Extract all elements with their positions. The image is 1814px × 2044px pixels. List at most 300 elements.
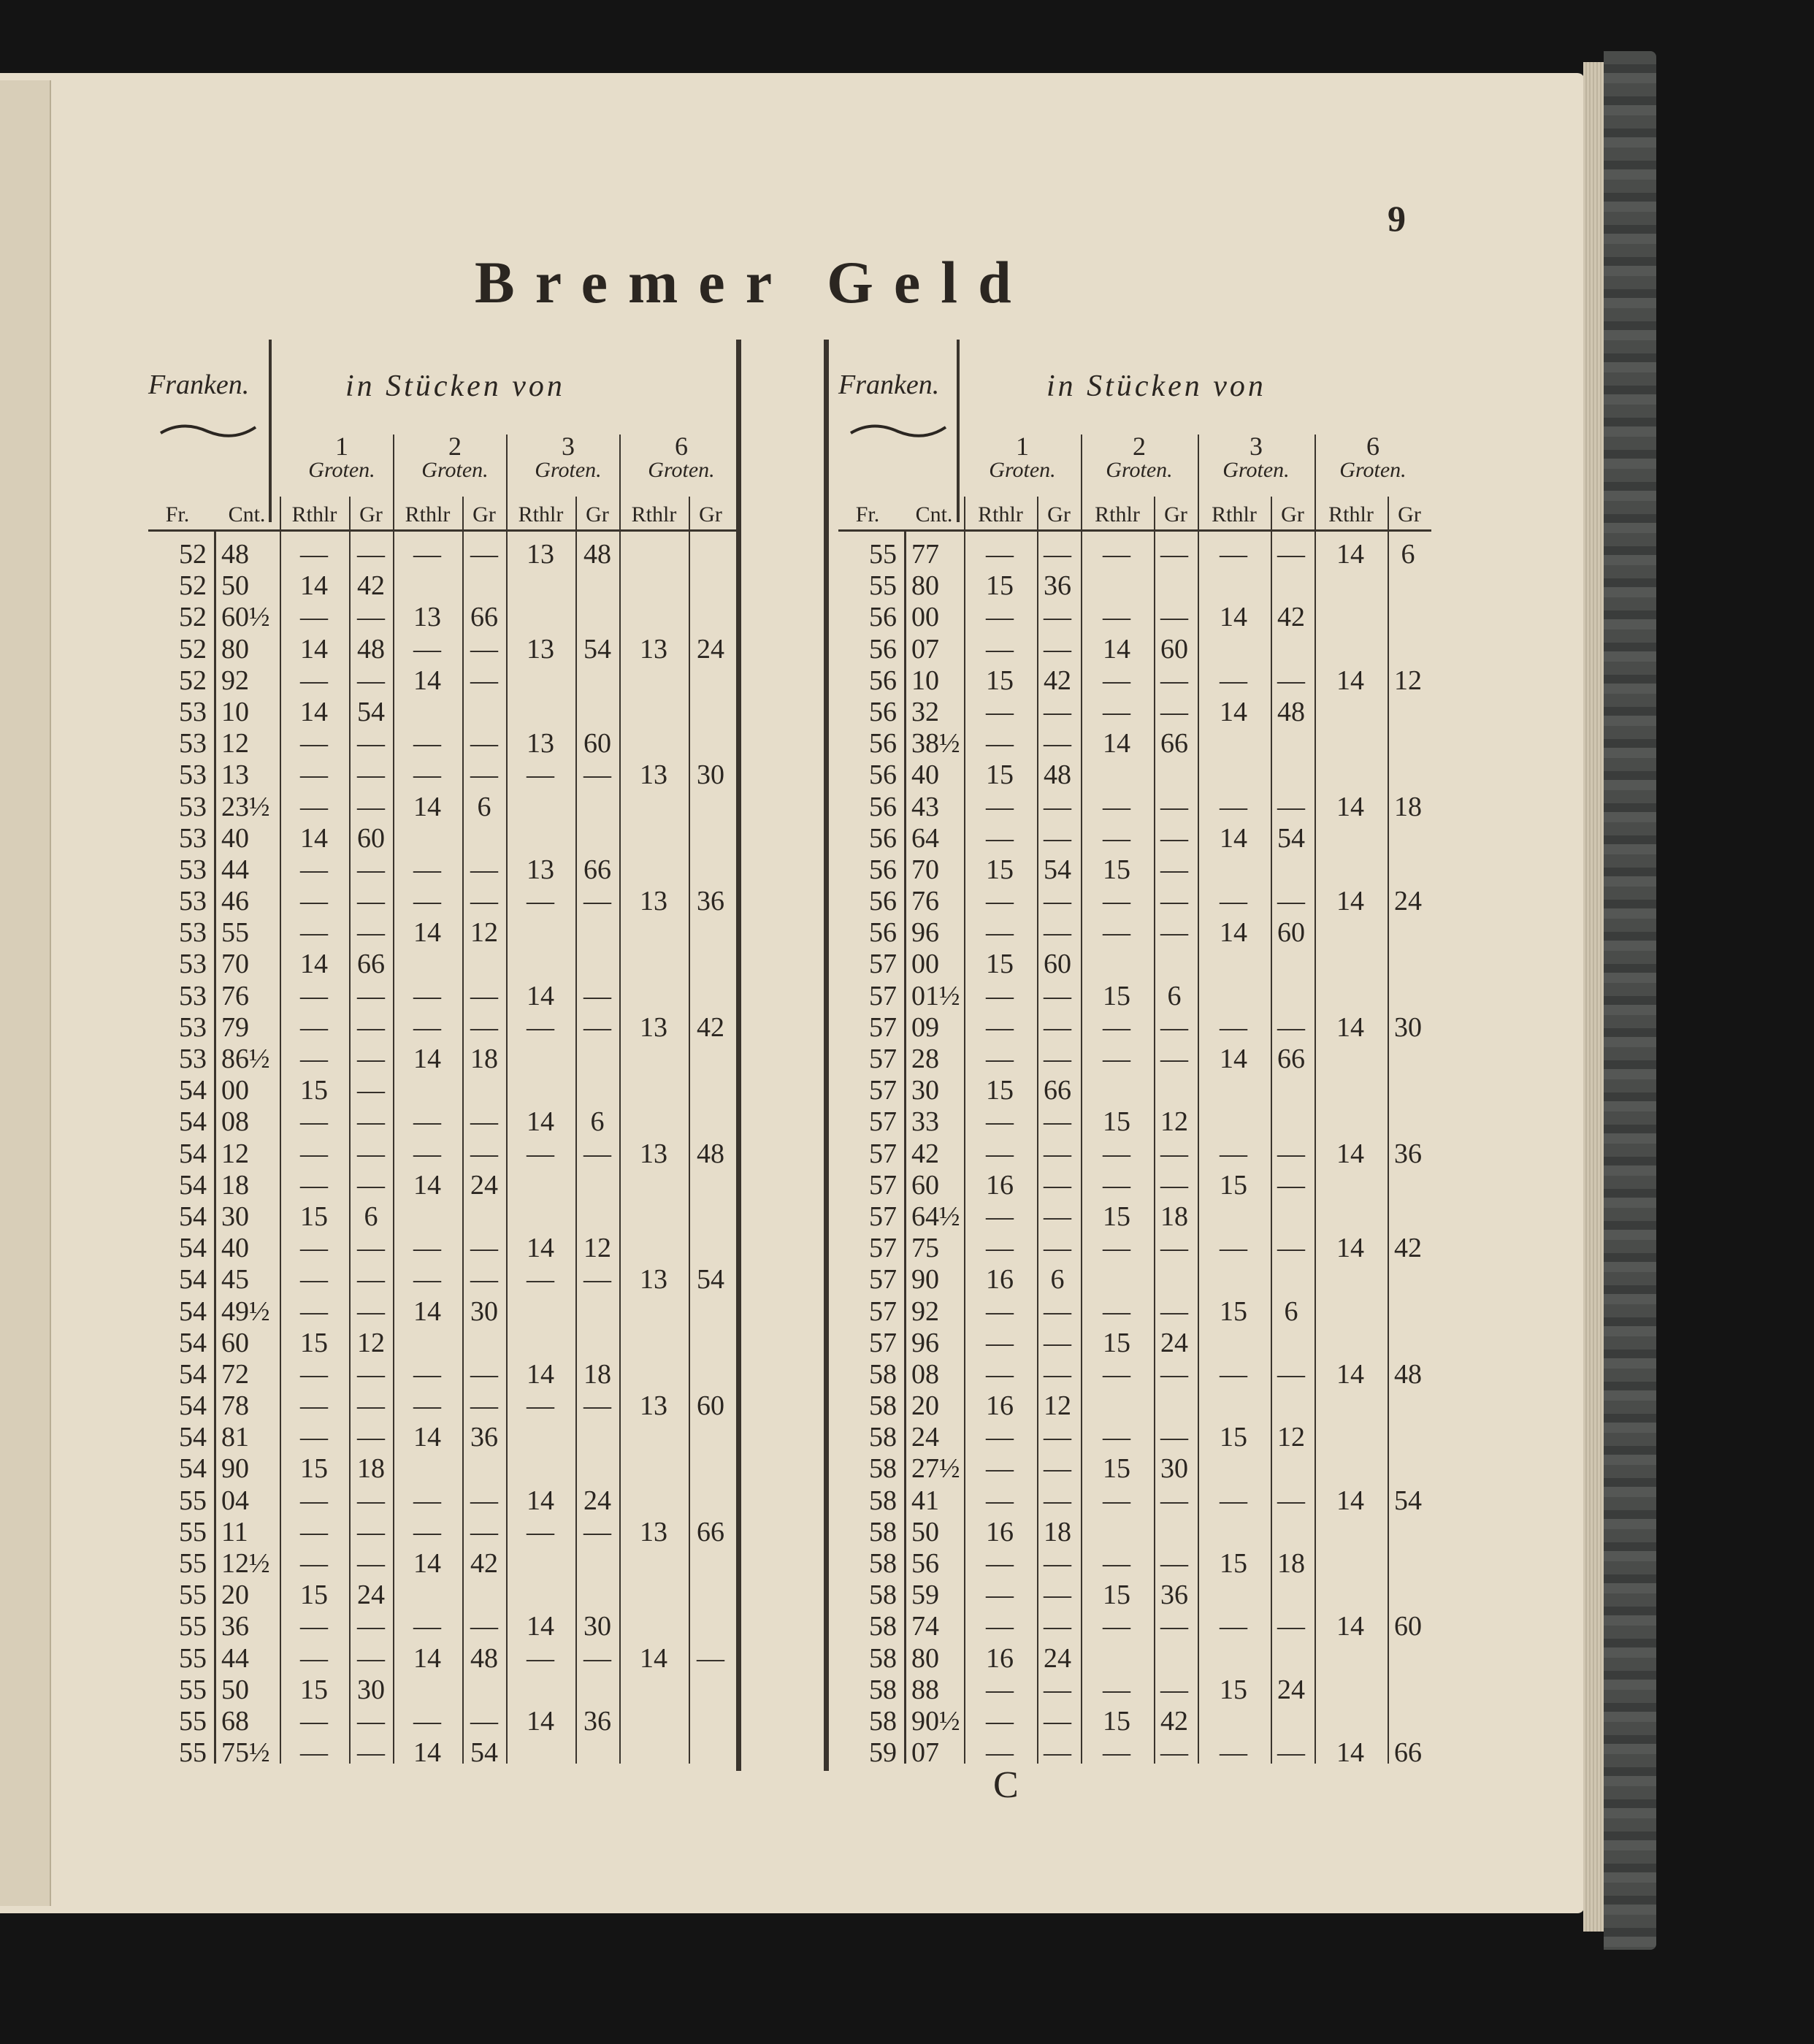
table-row	[148, 1513, 791, 1545]
centimes-value: 50	[911, 1516, 939, 1547]
table-row	[838, 724, 1481, 759]
rthlr-value: 14	[1103, 728, 1130, 759]
rthlr-value: —	[986, 1485, 1014, 1516]
groten-value: —	[470, 1358, 498, 1390]
centimes-value: 70	[911, 854, 939, 885]
rthlr-value: —	[300, 665, 328, 696]
franken-value: 56	[869, 822, 897, 854]
groten-value: 42	[1044, 665, 1071, 696]
franken-value: 58	[869, 1358, 897, 1390]
rthlr-value: 14	[1336, 791, 1364, 822]
rthlr-value: 15	[300, 1580, 328, 1611]
groten-value: —	[470, 1705, 498, 1737]
rthlr-value: —	[1103, 539, 1130, 570]
groten-value: —	[470, 1264, 498, 1295]
groten-value: —	[583, 1390, 611, 1422]
groten-value: 36	[1394, 1138, 1422, 1169]
rthlr-value: —	[300, 1011, 328, 1043]
rthlr-value: —	[986, 1044, 1014, 1074]
franken-value: 57	[869, 949, 897, 980]
groten-value: 60	[357, 822, 385, 854]
table-row	[148, 1450, 791, 1485]
groten-value: —	[1044, 1295, 1071, 1327]
left-table	[148, 332, 791, 1769]
centimes-value: 96	[911, 1327, 939, 1358]
rthlr-value: 15	[300, 1674, 328, 1705]
franken-value: 58	[869, 1580, 897, 1611]
rthlr-value: —	[1103, 1485, 1130, 1516]
centimes-value: 12	[221, 728, 249, 759]
rthlr-value: —	[1103, 1138, 1130, 1169]
rthlr-value: —	[986, 1453, 1014, 1485]
franken-value: 57	[869, 1327, 897, 1358]
rthlr-value: —	[300, 602, 328, 633]
franken-value: 53	[179, 1011, 207, 1043]
groten-value: 48	[357, 633, 385, 665]
rthlr-value: 14	[527, 980, 554, 1011]
centimes-value: 90	[221, 1453, 249, 1485]
rthlr-header: Rthlr	[631, 502, 677, 527]
rthlr-value: 14	[1220, 1044, 1247, 1074]
table-row	[838, 662, 1481, 696]
table-row	[148, 1702, 791, 1737]
rthlr-value: —	[1220, 1138, 1247, 1169]
groten-value: —	[1044, 633, 1071, 665]
rthlr-value: 13	[527, 854, 554, 885]
centimes-value: 50	[221, 1674, 249, 1705]
rthlr-value: 14	[300, 633, 328, 665]
groten-value: —	[470, 633, 498, 665]
franken-value: 52	[179, 570, 207, 602]
brace-ornament	[157, 418, 259, 440]
table-row	[838, 1166, 1481, 1201]
franken-value: 52	[179, 602, 207, 633]
rthlr-value: 13	[527, 633, 554, 665]
rthlr-value: —	[1103, 1737, 1130, 1769]
groten-value: —	[583, 886, 611, 917]
groten-value: 42	[470, 1548, 498, 1579]
centimes-value: 18	[221, 1169, 249, 1201]
table-row	[838, 1418, 1481, 1453]
groten-value: 18	[470, 1044, 498, 1074]
groten-value: 30	[697, 759, 724, 791]
rthlr-value: —	[1103, 1169, 1130, 1201]
cnt-header: Cnt.	[915, 502, 953, 527]
franken-value: 56	[869, 633, 897, 665]
rthlr-value: 15	[986, 949, 1014, 980]
groten-value: —	[1044, 1674, 1071, 1705]
franken-value: 56	[869, 665, 897, 696]
rthlr-value: —	[986, 1705, 1014, 1737]
rthlr-value: —	[1103, 696, 1130, 727]
groten-value: —	[470, 728, 498, 759]
groten-value: —	[1044, 696, 1071, 727]
centimes-value: 20	[911, 1390, 939, 1422]
rthlr-value: —	[986, 1580, 1014, 1611]
rthlr-value: —	[300, 791, 328, 822]
table-row	[838, 1260, 1481, 1295]
rthlr-value: 14	[1220, 602, 1247, 633]
rthlr-header: Rthlr	[291, 502, 337, 527]
table-row	[838, 945, 1481, 980]
rthlr-value: 15	[1220, 1674, 1247, 1705]
rthlr-value: 14	[413, 1642, 441, 1674]
rthlr-value: —	[1220, 1737, 1247, 1769]
centimes-value: 23½	[221, 791, 270, 822]
col-3-num: 3	[1249, 432, 1263, 461]
rthlr-value: 14	[1103, 633, 1130, 665]
rthlr-value: —	[1103, 1011, 1130, 1043]
table-row	[148, 1576, 791, 1611]
franken-value: 57	[869, 1264, 897, 1295]
rthlr-value: —	[1220, 1358, 1247, 1390]
rthlr-value: —	[300, 1485, 328, 1516]
groten-value: 6	[590, 1106, 605, 1138]
rthlr-value: —	[300, 1233, 328, 1264]
rthlr-value: —	[527, 1138, 554, 1169]
rthlr-value: —	[300, 1106, 328, 1138]
groten-value: 54	[1394, 1485, 1422, 1516]
centimes-value: 80	[911, 1642, 939, 1674]
centimes-value: 48	[221, 539, 249, 570]
groten-value: —	[1044, 1233, 1071, 1264]
centimes-value: 79	[221, 1011, 249, 1043]
groten-value: —	[1277, 886, 1305, 917]
groten-value: —	[357, 1075, 385, 1106]
rthlr-value: 13	[527, 728, 554, 759]
centimes-value: 80	[911, 570, 939, 602]
table-row	[838, 1734, 1481, 1769]
groten-value: 12	[357, 1327, 385, 1358]
groten-value: 24	[1160, 1327, 1188, 1358]
groten-value: 6	[477, 791, 491, 822]
rthlr-value: 13	[640, 1011, 667, 1043]
rthlr-value: 14	[527, 1106, 554, 1138]
rthlr-value: —	[986, 1138, 1014, 1169]
groten-value: —	[1160, 1044, 1188, 1074]
groten-value: —	[357, 539, 385, 570]
centimes-value: 11	[221, 1516, 248, 1547]
groten-value: —	[1044, 917, 1071, 949]
centimes-value: 41	[911, 1485, 939, 1516]
franken-value: 54	[179, 1138, 207, 1169]
groten-value: —	[357, 1233, 385, 1264]
rthlr-value: 15	[300, 1201, 328, 1232]
table-row	[148, 914, 791, 949]
groten-value: —	[470, 539, 498, 570]
rthlr-value: 14	[1336, 1737, 1364, 1769]
centimes-value: 60	[911, 1169, 939, 1201]
groten-value: —	[1160, 854, 1188, 885]
rthlr-value: 13	[640, 1264, 667, 1295]
groten-value: 24	[1394, 886, 1422, 917]
franken-value: 54	[179, 1390, 207, 1422]
cnt-header: Cnt.	[228, 502, 266, 527]
groten-value: —	[357, 1264, 385, 1295]
groten-value: 42	[697, 1011, 724, 1043]
rthlr-value: —	[986, 1674, 1014, 1705]
franken-header: Franken.	[838, 370, 940, 400]
rthlr-value: 14	[413, 1169, 441, 1201]
centimes-value: 55	[221, 917, 249, 949]
rthlr-header: Rthlr	[1212, 502, 1257, 527]
groten-value: —	[357, 1011, 385, 1043]
groten-value: 18	[583, 1358, 611, 1390]
rthlr-value: —	[300, 1295, 328, 1327]
gr-header: Gr	[699, 502, 722, 527]
groten-value: —	[583, 1264, 611, 1295]
groten-value: 48	[470, 1642, 498, 1674]
rthlr-value: —	[300, 1705, 328, 1737]
table-row	[148, 1198, 791, 1232]
table-row	[148, 598, 791, 633]
rthlr-value: —	[300, 1169, 328, 1201]
rthlr-header: Rthlr	[978, 502, 1023, 527]
rthlr-value: —	[527, 886, 554, 917]
centimes-value: 08	[911, 1358, 939, 1390]
groten-value: —	[583, 1138, 611, 1169]
groten-value: 30	[1160, 1453, 1188, 1485]
centimes-value: 08	[221, 1106, 249, 1138]
centimes-value: 96	[911, 917, 939, 949]
groten-value: —	[1160, 1548, 1188, 1579]
groten-value: 24	[470, 1169, 498, 1201]
rthlr-value: —	[986, 1233, 1014, 1264]
left-table-rows	[148, 535, 791, 1769]
table-row	[148, 1071, 791, 1106]
franken-value: 58	[869, 1390, 897, 1422]
franken-value: 56	[869, 791, 897, 822]
groten-value: —	[1277, 1737, 1305, 1769]
franken-value: 58	[869, 1642, 897, 1674]
rthlr-value: —	[413, 1611, 441, 1642]
rthlr-value: 15	[1103, 854, 1130, 885]
rthlr-value: —	[413, 1138, 441, 1169]
groten-value: —	[1277, 791, 1305, 822]
table-row	[838, 819, 1481, 854]
groten-value: 66	[1160, 728, 1188, 759]
rthlr-value: 13	[640, 759, 667, 791]
centimes-value: 75½	[221, 1737, 270, 1769]
table-row	[838, 1293, 1481, 1327]
centimes-value: 44	[221, 1642, 249, 1674]
groten-value: —	[357, 665, 385, 696]
header-rule	[269, 340, 272, 522]
rthlr-value: —	[527, 1642, 554, 1674]
rthlr-value: —	[1220, 539, 1247, 570]
rthlr-value: —	[300, 1422, 328, 1453]
groten-value: —	[1044, 602, 1071, 633]
right-table-rows	[838, 535, 1481, 1769]
groten-value: —	[470, 980, 498, 1011]
groten-value: —	[357, 791, 385, 822]
franken-value: 54	[179, 1075, 207, 1106]
franken-value: 54	[179, 1358, 207, 1390]
table-row	[838, 1513, 1481, 1545]
rthlr-value: —	[300, 854, 328, 885]
groten-value: 24	[1277, 1674, 1305, 1705]
rthlr-value: 14	[1336, 1611, 1364, 1642]
rthlr-value: 16	[986, 1642, 1014, 1674]
gr-header: Gr	[1398, 502, 1421, 527]
groten-value: 36	[697, 886, 724, 917]
groten-value: —	[1277, 1358, 1305, 1390]
table-row	[838, 1639, 1481, 1674]
groten-value: 60	[1044, 949, 1071, 980]
groten-value: 60	[1277, 917, 1305, 949]
groten-value: —	[357, 1422, 385, 1453]
rthlr-value: —	[1220, 1233, 1247, 1264]
franken-value: 58	[869, 1611, 897, 1642]
rthlr-value: —	[986, 696, 1014, 727]
groten-value: —	[357, 854, 385, 885]
groten-value: —	[470, 1485, 498, 1516]
groten-value: 18	[1160, 1201, 1188, 1232]
groten-value: —	[470, 1011, 498, 1043]
rthlr-value: —	[1103, 1422, 1130, 1453]
rthlr-value: 14	[527, 1233, 554, 1264]
rthlr-value: —	[300, 1138, 328, 1169]
groten-value: —	[1160, 917, 1188, 949]
groten-value: —	[470, 665, 498, 696]
franken-value: 54	[179, 1327, 207, 1358]
table-row	[148, 788, 791, 822]
groten-value: —	[470, 1233, 498, 1264]
centimes-value: 86½	[221, 1044, 270, 1074]
franken-value: 53	[179, 949, 207, 980]
groten-value: —	[1160, 1358, 1188, 1390]
table-row	[838, 1355, 1481, 1390]
col-2-num: 2	[1133, 432, 1146, 461]
rthlr-value: —	[1220, 886, 1247, 917]
groten-value: —	[1160, 696, 1188, 727]
rthlr-value: —	[300, 1611, 328, 1642]
rthlr-value: 14	[300, 822, 328, 854]
groten-value: 24	[583, 1485, 611, 1516]
groten-value: 66	[470, 602, 498, 633]
groten-value: —	[357, 1516, 385, 1547]
groten-value: —	[1160, 1233, 1188, 1264]
rthlr-value: —	[300, 1390, 328, 1422]
rthlr-value: 14	[1336, 1233, 1364, 1264]
franken-value: 53	[179, 980, 207, 1011]
rthlr-value: 15	[986, 570, 1014, 602]
groten-value: —	[357, 759, 385, 791]
rthlr-value: 15	[1103, 1705, 1130, 1737]
franken-value: 56	[869, 728, 897, 759]
groten-value: —	[1044, 1106, 1071, 1138]
groten-value: —	[1277, 1011, 1305, 1043]
rthlr-value: —	[300, 539, 328, 570]
groten-value: —	[1160, 1674, 1188, 1705]
rthlr-value: —	[1103, 1611, 1130, 1642]
groten-value: 60	[697, 1390, 724, 1422]
rthlr-value: 16	[986, 1516, 1014, 1547]
header-rule	[957, 340, 960, 522]
rthlr-value: —	[413, 980, 441, 1011]
groten-value: —	[357, 1705, 385, 1737]
rthlr-value: —	[1103, 602, 1130, 633]
table-row	[148, 724, 791, 759]
groten-value: 18	[1044, 1516, 1071, 1547]
groten-value: —	[1044, 539, 1071, 570]
franken-value: 54	[179, 1169, 207, 1201]
rthlr-value: —	[413, 1485, 441, 1516]
rthlr-value: 14	[413, 791, 441, 822]
groten-value: —	[1044, 1485, 1071, 1516]
rthlr-value: 14	[527, 1611, 554, 1642]
groten-value: 12	[1160, 1106, 1188, 1138]
table-row	[838, 788, 1481, 822]
rthlr-value: —	[300, 1516, 328, 1547]
table-row	[148, 693, 791, 727]
centimes-value: 28	[911, 1044, 939, 1074]
franken-value: 55	[869, 539, 897, 570]
rthlr-value: —	[1220, 1485, 1247, 1516]
table-row	[838, 1229, 1481, 1264]
groten-value: —	[357, 1138, 385, 1169]
rthlr-value: —	[986, 539, 1014, 570]
col-2-groten: Groten.	[1106, 458, 1173, 482]
groten-value: 42	[1394, 1233, 1422, 1264]
col-3-num: 3	[562, 432, 575, 461]
franken-value: 57	[869, 1169, 897, 1201]
groten-value: 66	[1394, 1737, 1422, 1769]
page-number: 9	[1388, 198, 1406, 239]
rthlr-value: 13	[527, 539, 554, 570]
rthlr-value: —	[300, 886, 328, 917]
groten-value: 6	[1050, 1264, 1065, 1295]
franken-value: 57	[869, 1044, 897, 1074]
centimes-value: 59	[911, 1580, 939, 1611]
centimes-value: 49½	[221, 1295, 270, 1327]
rthlr-value: 14	[1336, 1485, 1364, 1516]
table-row	[148, 1260, 791, 1295]
table-row	[148, 1008, 791, 1043]
table-row	[148, 1166, 791, 1201]
centimes-value: 44	[221, 854, 249, 885]
rthlr-value: 14	[1336, 1011, 1364, 1043]
col-6-num: 6	[675, 432, 688, 461]
right-table	[838, 332, 1481, 1769]
centimes-value: 20	[221, 1580, 249, 1611]
groten-value: 12	[1394, 665, 1422, 696]
table-row	[148, 567, 791, 602]
rthlr-value: —	[413, 1358, 441, 1390]
rthlr-value: —	[986, 1422, 1014, 1453]
groten-value: 6	[1401, 539, 1415, 570]
table-row	[838, 882, 1481, 917]
groten-value: —	[357, 1169, 385, 1201]
table-row	[838, 851, 1481, 885]
table-row	[148, 756, 791, 791]
rthlr-value: 14	[413, 1548, 441, 1579]
rthlr-value: 14	[527, 1358, 554, 1390]
franken-value: 53	[179, 1044, 207, 1074]
groten-value: 18	[357, 1453, 385, 1485]
table-row	[148, 1040, 791, 1074]
groten-value: —	[357, 980, 385, 1011]
rthlr-value: 13	[640, 1390, 667, 1422]
groten-value: 36	[1160, 1580, 1188, 1611]
col-6-groten: Groten.	[1339, 458, 1407, 482]
groten-value: 12	[1277, 1422, 1305, 1453]
groten-value: —	[357, 1485, 385, 1516]
col-2-groten: Groten.	[421, 458, 489, 482]
franken-value: 54	[179, 1264, 207, 1295]
franken-value: 53	[179, 728, 207, 759]
rthlr-value: —	[1103, 917, 1130, 949]
